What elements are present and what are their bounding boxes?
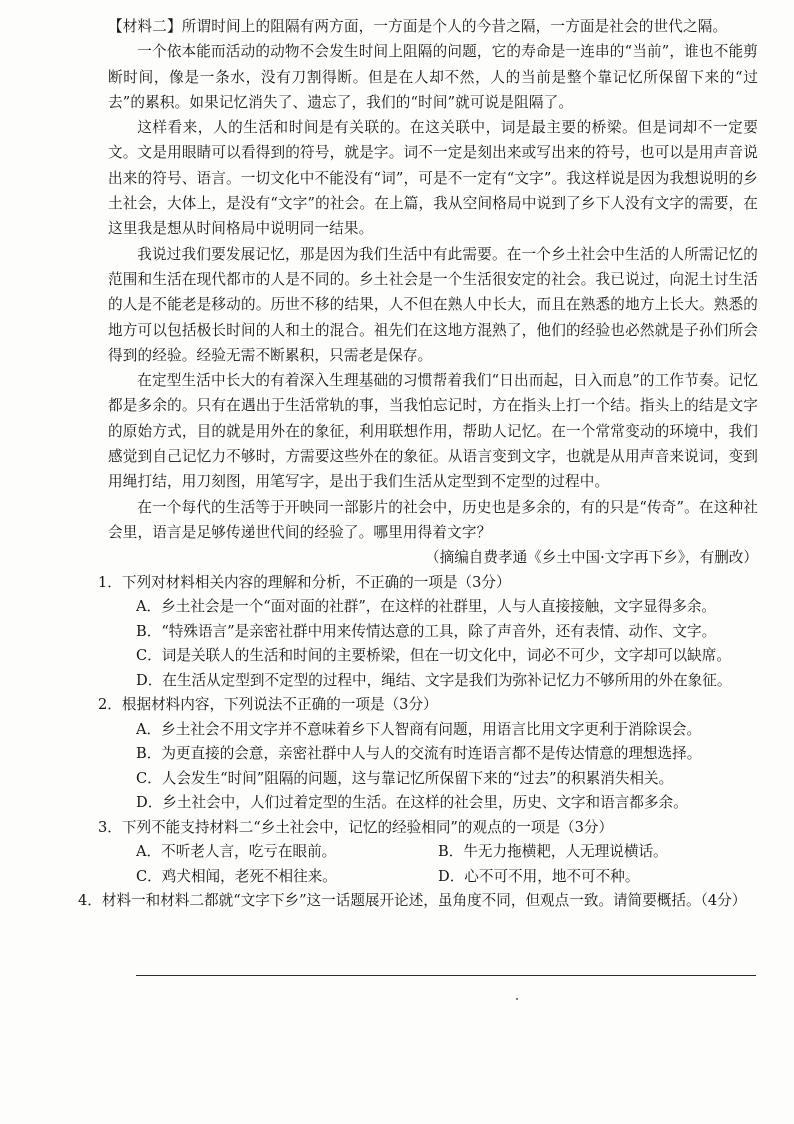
question-1-option-a: A．乡土社会是一个“面对面的社群”，在这样的社群里，人与人直接接触，文字显得多余。 <box>136 598 717 616</box>
question-3-option-d: D．心不可不用，地不可不种。 <box>438 867 640 885</box>
question-3-stem: 下列不能支持材料二“乡土社会中，记忆的经验相同”的观点的一项是（3分） <box>121 818 614 836</box>
question-2-stem: 根据材料内容，下列说法不正确的一项是（3分） <box>121 696 438 714</box>
question-3-option-b: B．牛无力拖横耙，人无理说横话。 <box>438 843 668 861</box>
source-citation: （摘编自费孝通《乡土中国·文字再下乡》，有删改） <box>425 549 758 567</box>
question-3-option-c: C．鸡犬相闻，老死不相往来。 <box>136 867 337 885</box>
answer-line[interactable] <box>136 975 756 976</box>
question-3-option-a: A．不听老人言，吃亏在眼前。 <box>136 843 337 861</box>
material2-paragraph-3: 这样看来，人的生活和时间是有关联的。在这关联中，词是最主要的桥梁。但是词却不一定要文。文是用眼睛可以看得到的符号，就是字。词不一定是刻出来或写出来的符号，也可以是用声音说出来的符号、语言。一切文化中不能没有“词”，可是不一定有“文字”。我这样说是因为我想说明的乡土社会，大体上，是没有“文字”的社会。在上篇，我从空间格局中说到了乡下人没有文字的需要，在这里我是想从时间格局中说明同一结果。 <box>108 119 758 238</box>
question-1-stem: 下列对材料相关内容的理解和分析，不正确的一项是（3分） <box>121 573 511 591</box>
question-1-option-c: C．词是关联人的生活和时间的主要桥梁，但在一切文化中，词必不可少，文字却可以缺席。 <box>136 647 731 665</box>
question-4-stem: 材料一和材料二都就“文字下乡”这一话题展开论述，虽角度不同，但观点一致。请简要概括。（4分） <box>101 892 747 910</box>
question-2-number: 2． <box>98 696 122 714</box>
question-3-options-row-2 <box>98 865 748 890</box>
question-3-options-row-1 <box>98 840 748 865</box>
question-2-option-b: B．为更直接的会意，亲密社群中人与人的交流有时连语言都不是传达情意的理想选择。 <box>136 745 702 763</box>
material2-paragraph-5: 在定型生活中长大的有着深入生理基础的习惯帮着我们“日出而起，日入而息”的工作节奏。记忆都是多余的。只有在遇出于生活常轨的事，当我怕忘记时，方在指头上打一个结。指头上的结是文字的原始方式，目的就是用外在的象征，利用联想作用，帮助人记忆。在一个常常变动的环境中，我们感觉到自己记忆力不够时，方需要这些外在的象征。从语言变到文字，也就是从用声音来说词，变到用绳打结，用刀刻图，用笔写字，是出于我们生活从定型到不定型的过程中。 <box>108 372 758 491</box>
question-1-option-b: B．“特殊语言”是亲密社群中用来传情达意的工具，除了声音外，还有表情、动作、文字。 <box>136 622 717 640</box>
material2-paragraph-4: 我说过我们要发展记忆，那是因为我们生活中有此需要。在一个乡土社会中生活的人所需记忆的范围和生活在现代都市的人是不同的。乡土社会是一个生活很安定的社会。我已说过，向泥土讨生活的人是不能老是移动的。历世不移的结果，人不但在熟人中长大，而且在熟悉的地方上长大。熟悉的地方可以包括极长时间的人和土的混合。祖先们在这地方混熟了，他们的经验也必然就是子孙们所会得到的经验。经验无需不断累积，只需老是保存。 <box>108 245 758 364</box>
material2-paragraph-6: 在一个每代的生活等于开映同一部影片的社会中，历史也是多余的，有的只是“传奇”。在这种社会里，语言是足够传递世代间的经验了。哪里用得着文字？ <box>108 498 758 541</box>
question-1-number: 1． <box>98 573 122 591</box>
question-4-number: 4． <box>78 892 102 910</box>
question-2-option-c: C．人会发生“时间”阻隔的问题，这与靠记忆所保留下来的“过去”的积累消失相关。 <box>136 769 674 787</box>
material2-label: 【材料二】 <box>108 18 182 35</box>
question-4 <box>78 889 748 914</box>
material2-paragraph-1 <box>108 14 758 39</box>
question-1 <box>98 571 748 596</box>
material2-paragraph-2: 一个依本能而活动的动物不会发生时间上阻隔的问题，它的寿命是一连串的“当前”，谁也不能剪断时间，像是一条水，没有刀割得断。但是在人却不然，人的当前是整个靠记忆所保留下来的“过去”的累积。如果记忆消失了、遗忘了，我们的“时间”就可说是阻隔了。 <box>108 43 758 111</box>
question-1-option-d: D．在生活从定型到不定型的过程中，绳结、文字是我们为弥补记忆力不够所用的外在象征。 <box>136 671 732 689</box>
question-3 <box>98 816 748 841</box>
scan-speck <box>516 998 518 1000</box>
exam-content <box>78 14 758 914</box>
question-2-option-a: A．乡土社会不用文字并不意味着乡下人智商有问题，用语言比用文字更利于消除误会。 <box>136 720 702 738</box>
question-3-number: 3． <box>98 818 122 836</box>
material2-intro-text: 所谓时间上的阻隔有两方面，一方面是个人的今昔之隔，一方面是社会的世代之隔。 <box>181 18 728 35</box>
question-2-option-d: D．乡土社会中，人们过着定型的生活。在这样的社会里，历史、文字和语言都多余。 <box>136 794 688 812</box>
question-2 <box>98 693 748 718</box>
